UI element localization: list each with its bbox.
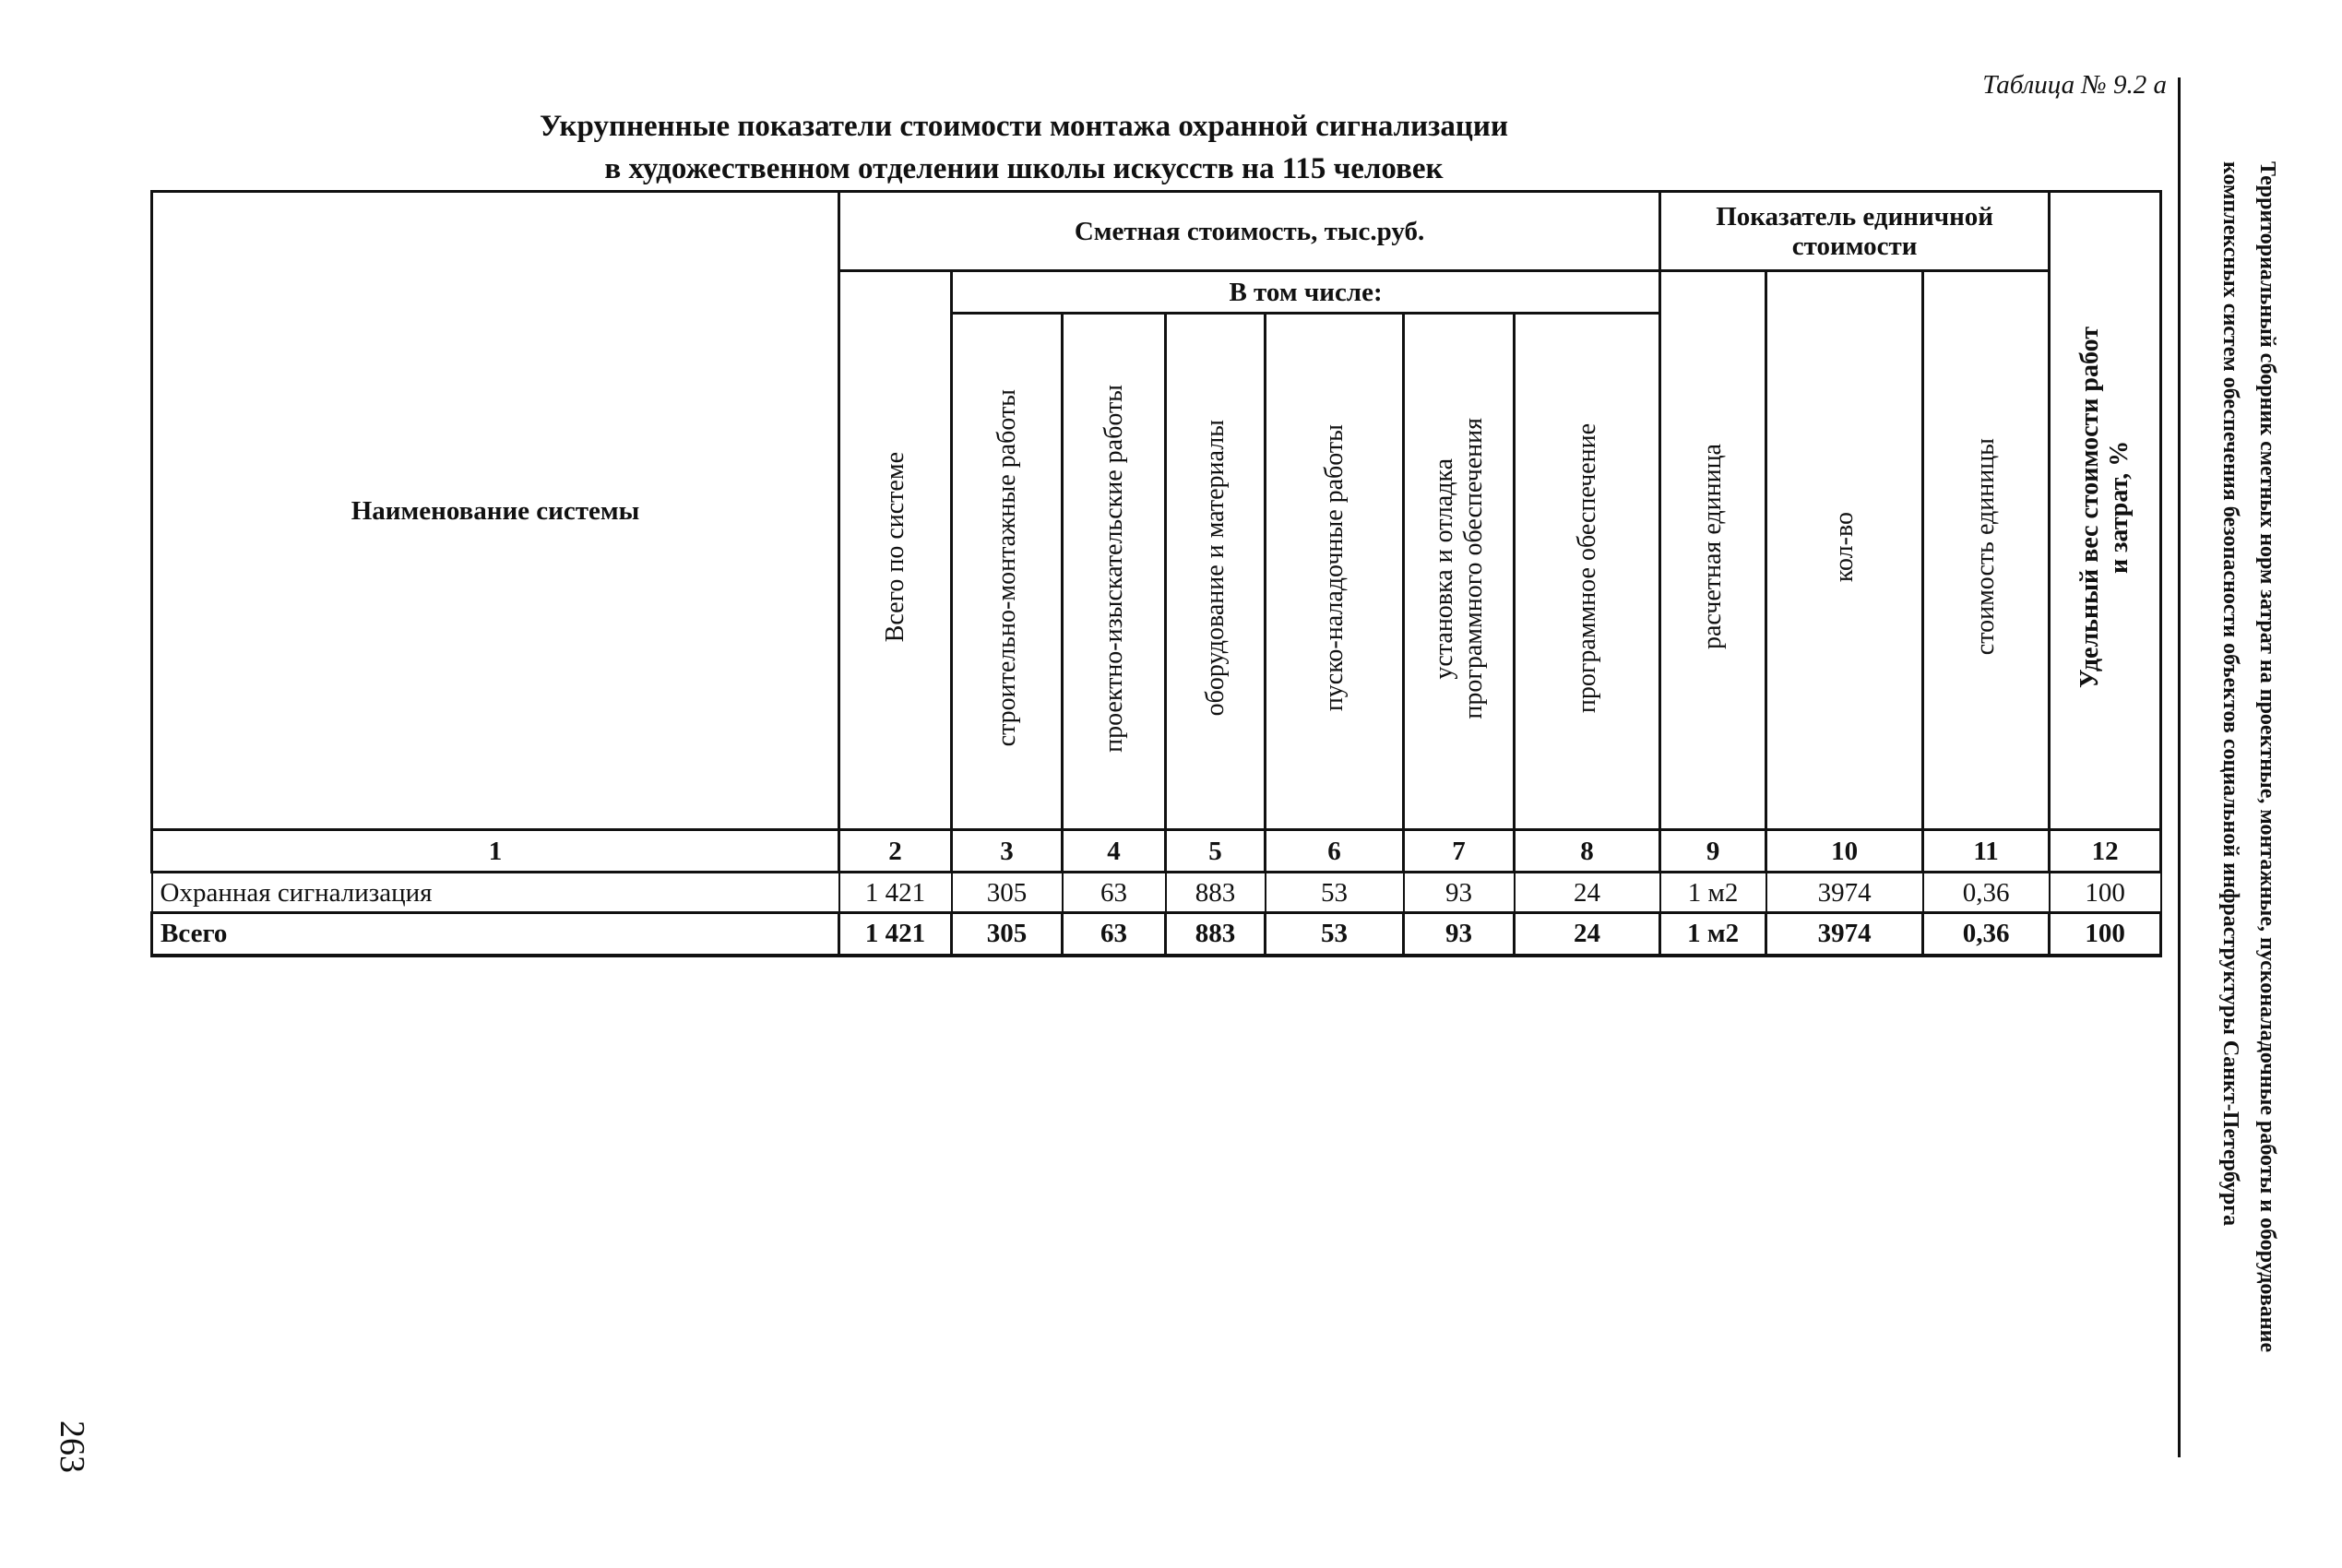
side-running-header [2193,161,2286,1453]
cost-table [150,190,2162,957]
column-number: 3 [952,830,1063,873]
header-unit-cost-label: стоимость единицы [1971,438,2001,656]
cell-equipment: 883 [1166,873,1266,913]
column-number: 1 [152,830,839,873]
cell-calc-unit: 1 м2 [1660,873,1766,913]
header-unit-group: Показатель единичной стоимости [1660,192,2050,271]
header-design-label: проектно-изыскательские работы [1099,384,1128,753]
total-quantity: 3974 [1766,913,1923,956]
cell-share: 100 [2050,873,2161,913]
cell-software: 24 [1515,873,1660,913]
header-quantity-label: кол-во [1829,511,1859,583]
side-running-header-line-1: Территориальный сборник сметных норм затрат на проектные, монтажные, пусконаладочные работы и оборудование [2255,161,2279,1353]
total-total: 1 421 [839,913,952,956]
title-line-1: Укрупненные показатели стоимости монтажа охранной сигнализации [540,110,1508,143]
total-name: Всего [152,913,839,956]
table-title [517,105,1531,190]
column-number: 2 [839,830,952,873]
table-label: Таблица № 9.2 а [1982,70,2167,100]
cell-construction: 305 [952,873,1063,913]
cell-commissioning: 53 [1266,873,1404,913]
total-unit-cost: 0,36 [1923,913,2050,956]
column-number: 4 [1063,830,1166,873]
header-in-that-number: В том числе: [952,271,1660,314]
total-software: 24 [1515,913,1660,956]
total-construction: 305 [952,913,1063,956]
header-total-by-system [839,271,952,830]
page-number: 263 [53,1420,91,1473]
total-calc-unit: 1 м2 [1660,913,1766,956]
column-number: 8 [1515,830,1660,873]
cell-total: 1 421 [839,873,952,913]
column-numbers-row [152,830,2161,873]
column-number: 12 [2050,830,2161,873]
total-share: 100 [2050,913,2161,956]
total-design: 63 [1063,913,1166,956]
side-divider [2178,77,2181,1457]
header-calc-unit-label: расчетная единица [1698,444,1728,650]
column-number: 7 [1404,830,1515,873]
header-system-name: Наименование системы [152,192,839,830]
column-number: 6 [1266,830,1404,873]
header-equipment [1166,314,1266,830]
header-software-setup-line-2: программного обеспечения [1458,417,1488,719]
cell-name: Охранная сигнализация [152,873,839,913]
total-commissioning: 53 [1266,913,1404,956]
title-line-2: в художественном отделении школы искусств на 115 человек [604,152,1444,185]
cell-quantity: 3974 [1766,873,1923,913]
header-share-line-1: Удельный вес стоимости работ [2075,327,2105,688]
column-number: 5 [1166,830,1266,873]
side-running-header-line-2: комплексных систем обеспечения безопасности объектов социальной инфраструктуры Санкт-Петербурга [2218,161,2242,1227]
table-row [152,873,2161,913]
header-software [1515,314,1660,830]
header-commissioning [1266,314,1404,830]
column-number: 11 [1923,830,2050,873]
header-software-setup-line-1: установка и отладка [1429,457,1458,679]
header-calc-unit [1660,271,1766,830]
total-software-setup: 93 [1404,913,1515,956]
header-equipment-label: оборудование и материалы [1200,420,1230,717]
header-software-label: программное обеспечение [1572,422,1601,714]
header-construction-label: строительно-монтажные работы [992,389,1021,747]
header-unit-cost [1923,271,2050,830]
cell-software-setup: 93 [1404,873,1515,913]
header-design [1063,314,1166,830]
header-smeta-group: Сметная стоимость, тыс.руб. [839,192,1660,271]
cell-design: 63 [1063,873,1166,913]
header-quantity [1766,271,1923,830]
header-share [2050,192,2161,830]
total-equipment: 883 [1166,913,1266,956]
column-number: 10 [1766,830,1923,873]
header-commissioning-label: пуско-наладочные работы [1319,424,1349,712]
header-software-setup [1404,314,1515,830]
total-row [152,913,2161,956]
header-total-by-system-label: Всего по системе [880,451,909,643]
column-number: 9 [1660,830,1766,873]
header-share-line-2: и затрат, % [2105,440,2134,575]
cell-unit-cost: 0,36 [1923,873,2050,913]
header-construction [952,314,1063,830]
